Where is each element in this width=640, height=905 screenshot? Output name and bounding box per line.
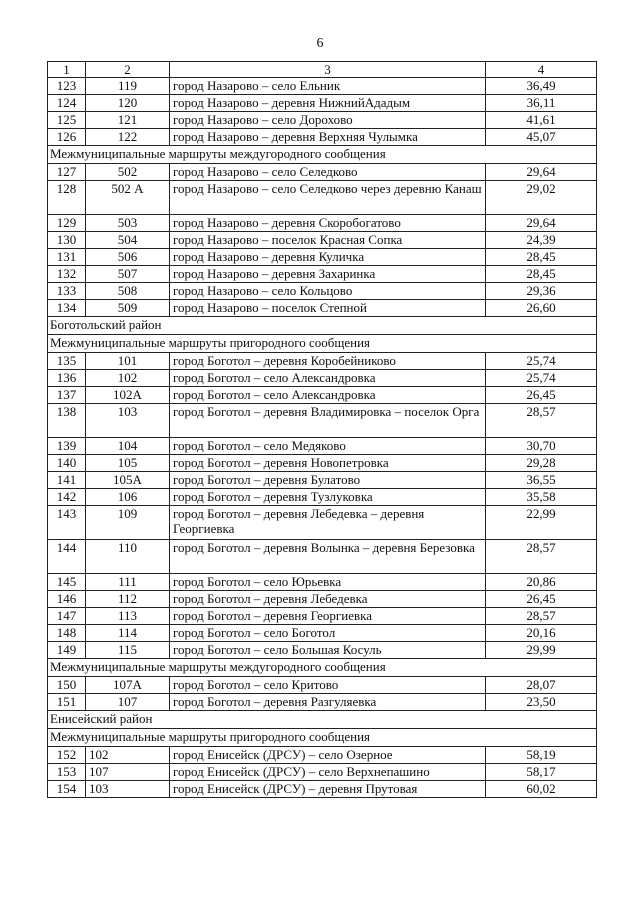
route-code: 120 bbox=[86, 95, 170, 112]
table-row bbox=[48, 129, 597, 146]
table-row bbox=[48, 677, 597, 694]
route-name: город Боготол – деревня Лебедевка – деревня Георгиевка bbox=[170, 506, 486, 540]
route-code: 102 bbox=[86, 370, 170, 387]
route-name: город Назарово – село Кольцово bbox=[170, 283, 486, 300]
table-row bbox=[48, 438, 597, 455]
route-code: 106 bbox=[86, 489, 170, 506]
route-name: город Назарово – деревня Куличка bbox=[170, 249, 486, 266]
section-title: Межмуниципальные маршруты пригородного сообщения bbox=[48, 729, 597, 747]
route-name: город Боготол – деревня Булатово bbox=[170, 472, 486, 489]
row-number: 145 bbox=[48, 574, 86, 591]
section-header-row bbox=[48, 711, 597, 729]
route-code: 104 bbox=[86, 438, 170, 455]
route-name: город Боготол – село Критово bbox=[170, 677, 486, 694]
row-number: 127 bbox=[48, 164, 86, 181]
route-distance: 29,02 bbox=[486, 181, 597, 215]
route-name: город Назарово – деревня НижнийАдадым bbox=[170, 95, 486, 112]
route-distance: 36,49 bbox=[486, 78, 597, 95]
row-number: 130 bbox=[48, 232, 86, 249]
table-row bbox=[48, 404, 597, 438]
route-distance: 24,39 bbox=[486, 232, 597, 249]
table-row bbox=[48, 215, 597, 232]
row-number: 126 bbox=[48, 129, 86, 146]
route-distance: 25,74 bbox=[486, 370, 597, 387]
route-code: 115 bbox=[86, 642, 170, 659]
route-distance: 41,61 bbox=[486, 112, 597, 129]
table-row bbox=[48, 78, 597, 95]
table-header-row bbox=[48, 62, 597, 78]
route-distance: 20,16 bbox=[486, 625, 597, 642]
table-row bbox=[48, 353, 597, 370]
route-name: город Назарово – село Ельник bbox=[170, 78, 486, 95]
route-distance: 29,64 bbox=[486, 215, 597, 232]
route-distance: 28,45 bbox=[486, 266, 597, 283]
route-distance: 29,36 bbox=[486, 283, 597, 300]
section-title: Межмуниципальные маршруты пригородного сообщения bbox=[48, 335, 597, 353]
route-distance: 28,57 bbox=[486, 540, 597, 574]
route-name: город Боготол – деревня Георгиевка bbox=[170, 608, 486, 625]
row-number: 153 bbox=[48, 764, 86, 781]
route-distance: 26,60 bbox=[486, 300, 597, 317]
route-name: город Боготол – село Юрьевка bbox=[170, 574, 486, 591]
route-name: город Боготол – село Медяково bbox=[170, 438, 486, 455]
route-name: город Боготол – деревня Лебедевка bbox=[170, 591, 486, 608]
route-distance: 26,45 bbox=[486, 387, 597, 404]
route-name: город Боготол – село Александровка bbox=[170, 370, 486, 387]
table-row bbox=[48, 781, 597, 798]
table-row bbox=[48, 694, 597, 711]
route-code: 107 bbox=[86, 694, 170, 711]
route-name: город Боготол – село Большая Косуль bbox=[170, 642, 486, 659]
route-distance: 29,99 bbox=[486, 642, 597, 659]
route-distance: 60,02 bbox=[486, 781, 597, 798]
route-code: 101 bbox=[86, 353, 170, 370]
route-distance: 36,11 bbox=[486, 95, 597, 112]
route-code: 114 bbox=[86, 625, 170, 642]
table-row bbox=[48, 249, 597, 266]
route-distance: 26,45 bbox=[486, 591, 597, 608]
route-code: 110 bbox=[86, 540, 170, 574]
route-name: город Назарово – село Селедково bbox=[170, 164, 486, 181]
route-name: город Назарово – поселок Красная Сопка bbox=[170, 232, 486, 249]
section-header-row bbox=[48, 659, 597, 677]
route-code: 506 bbox=[86, 249, 170, 266]
table-row bbox=[48, 608, 597, 625]
table-row bbox=[48, 642, 597, 659]
row-number: 135 bbox=[48, 353, 86, 370]
route-code: 111 bbox=[86, 574, 170, 591]
row-number: 136 bbox=[48, 370, 86, 387]
route-name: город Назарово – деревня Захаринка bbox=[170, 266, 486, 283]
row-number: 150 bbox=[48, 677, 86, 694]
row-number: 140 bbox=[48, 455, 86, 472]
table-row bbox=[48, 764, 597, 781]
section-header-row bbox=[48, 146, 597, 164]
table-row bbox=[48, 112, 597, 129]
table-row bbox=[48, 455, 597, 472]
route-name: город Назарово – деревня Скоробогатово bbox=[170, 215, 486, 232]
route-code: 502 А bbox=[86, 181, 170, 215]
section-header-row bbox=[48, 335, 597, 353]
route-distance: 29,64 bbox=[486, 164, 597, 181]
row-number: 137 bbox=[48, 387, 86, 404]
column-header-2: 2 bbox=[86, 62, 170, 78]
route-name: город Боготол – деревня Волынка – деревня Березовка bbox=[170, 540, 486, 574]
route-code: 509 bbox=[86, 300, 170, 317]
route-name: город Назарово – село Дорохово bbox=[170, 112, 486, 129]
route-name: город Боготол – деревня Владимировка – поселок Орга bbox=[170, 404, 486, 438]
table-row bbox=[48, 95, 597, 112]
table-row bbox=[48, 266, 597, 283]
table-row bbox=[48, 472, 597, 489]
route-code: 103 bbox=[86, 404, 170, 438]
route-code: 503 bbox=[86, 215, 170, 232]
route-distance: 28,07 bbox=[486, 677, 597, 694]
route-distance: 25,74 bbox=[486, 353, 597, 370]
table-row bbox=[48, 489, 597, 506]
route-name: город Назарово – деревня Верхняя Чулымка bbox=[170, 129, 486, 146]
route-code: 103 bbox=[86, 781, 170, 798]
table-row bbox=[48, 164, 597, 181]
route-code: 102А bbox=[86, 387, 170, 404]
route-distance: 23,50 bbox=[486, 694, 597, 711]
section-header-row bbox=[48, 317, 597, 335]
row-number: 131 bbox=[48, 249, 86, 266]
route-distance: 45,07 bbox=[486, 129, 597, 146]
route-distance: 30,70 bbox=[486, 438, 597, 455]
row-number: 138 bbox=[48, 404, 86, 438]
route-distance: 28,57 bbox=[486, 608, 597, 625]
section-header-row bbox=[48, 729, 597, 747]
row-number: 144 bbox=[48, 540, 86, 574]
route-code: 508 bbox=[86, 283, 170, 300]
route-code: 112 bbox=[86, 591, 170, 608]
route-name: город Енисейск (ДРСУ) – село Озерное bbox=[170, 747, 486, 764]
row-number: 123 bbox=[48, 78, 86, 95]
route-name: город Енисейск (ДРСУ) – деревня Прутовая bbox=[170, 781, 486, 798]
row-number: 132 bbox=[48, 266, 86, 283]
table-row bbox=[48, 625, 597, 642]
row-number: 152 bbox=[48, 747, 86, 764]
table-row bbox=[48, 181, 597, 215]
route-code: 502 bbox=[86, 164, 170, 181]
table-row bbox=[48, 283, 597, 300]
route-code: 121 bbox=[86, 112, 170, 129]
route-name: город Назарово – село Селедково через деревню Канаш bbox=[170, 181, 486, 215]
route-distance: 28,57 bbox=[486, 404, 597, 438]
table-row bbox=[48, 747, 597, 764]
table-row bbox=[48, 370, 597, 387]
column-header-1: 1 bbox=[48, 62, 86, 78]
row-number: 154 bbox=[48, 781, 86, 798]
row-number: 133 bbox=[48, 283, 86, 300]
row-number: 125 bbox=[48, 112, 86, 129]
route-distance: 22,99 bbox=[486, 506, 597, 540]
row-number: 134 bbox=[48, 300, 86, 317]
row-number: 129 bbox=[48, 215, 86, 232]
route-distance: 28,45 bbox=[486, 249, 597, 266]
route-code: 107А bbox=[86, 677, 170, 694]
route-code: 107 bbox=[86, 764, 170, 781]
route-name: город Боготол – деревня Тузлуковка bbox=[170, 489, 486, 506]
row-number: 148 bbox=[48, 625, 86, 642]
column-header-3: 3 bbox=[170, 62, 486, 78]
route-distance: 29,28 bbox=[486, 455, 597, 472]
table-row bbox=[48, 232, 597, 249]
section-title: Межмуниципальные маршруты междугородного сообщения bbox=[48, 146, 597, 164]
row-number: 151 bbox=[48, 694, 86, 711]
route-code: 507 bbox=[86, 266, 170, 283]
row-number: 146 bbox=[48, 591, 86, 608]
route-distance: 58,17 bbox=[486, 764, 597, 781]
route-distance: 58,19 bbox=[486, 747, 597, 764]
routes-table bbox=[47, 61, 597, 798]
route-code: 105 bbox=[86, 455, 170, 472]
section-title: Боготольский район bbox=[48, 317, 597, 335]
row-number: 143 bbox=[48, 506, 86, 540]
route-code: 113 bbox=[86, 608, 170, 625]
row-number: 141 bbox=[48, 472, 86, 489]
row-number: 142 bbox=[48, 489, 86, 506]
route-name: город Боготол – деревня Разгуляевка bbox=[170, 694, 486, 711]
section-title: Енисейский район bbox=[48, 711, 597, 729]
table-row bbox=[48, 574, 597, 591]
table-row bbox=[48, 387, 597, 404]
page-number: 6 bbox=[316, 36, 324, 51]
route-code: 109 bbox=[86, 506, 170, 540]
row-number: 124 bbox=[48, 95, 86, 112]
route-name: город Боготол – село Боготол bbox=[170, 625, 486, 642]
table-row bbox=[48, 300, 597, 317]
route-distance: 36,55 bbox=[486, 472, 597, 489]
row-number: 128 bbox=[48, 181, 86, 215]
route-name: город Боготол – деревня Коробейниково bbox=[170, 353, 486, 370]
route-code: 504 bbox=[86, 232, 170, 249]
route-name: город Боготол – село Александровка bbox=[170, 387, 486, 404]
route-distance: 20,86 bbox=[486, 574, 597, 591]
route-code: 105А bbox=[86, 472, 170, 489]
route-name: город Назарово – поселок Степной bbox=[170, 300, 486, 317]
section-title: Межмуниципальные маршруты междугородного сообщения bbox=[48, 659, 597, 677]
route-distance: 35,58 bbox=[486, 489, 597, 506]
route-name: город Енисейск (ДРСУ) – село Верхнепашино bbox=[170, 764, 486, 781]
table-row bbox=[48, 506, 597, 540]
route-code: 119 bbox=[86, 78, 170, 95]
row-number: 147 bbox=[48, 608, 86, 625]
routes-table-body bbox=[48, 62, 597, 798]
route-name: город Боготол – деревня Новопетровка bbox=[170, 455, 486, 472]
table-row bbox=[48, 591, 597, 608]
row-number: 139 bbox=[48, 438, 86, 455]
table-row bbox=[48, 540, 597, 574]
route-code: 102 bbox=[86, 747, 170, 764]
column-header-4: 4 bbox=[486, 62, 597, 78]
route-code: 122 bbox=[86, 129, 170, 146]
row-number: 149 bbox=[48, 642, 86, 659]
